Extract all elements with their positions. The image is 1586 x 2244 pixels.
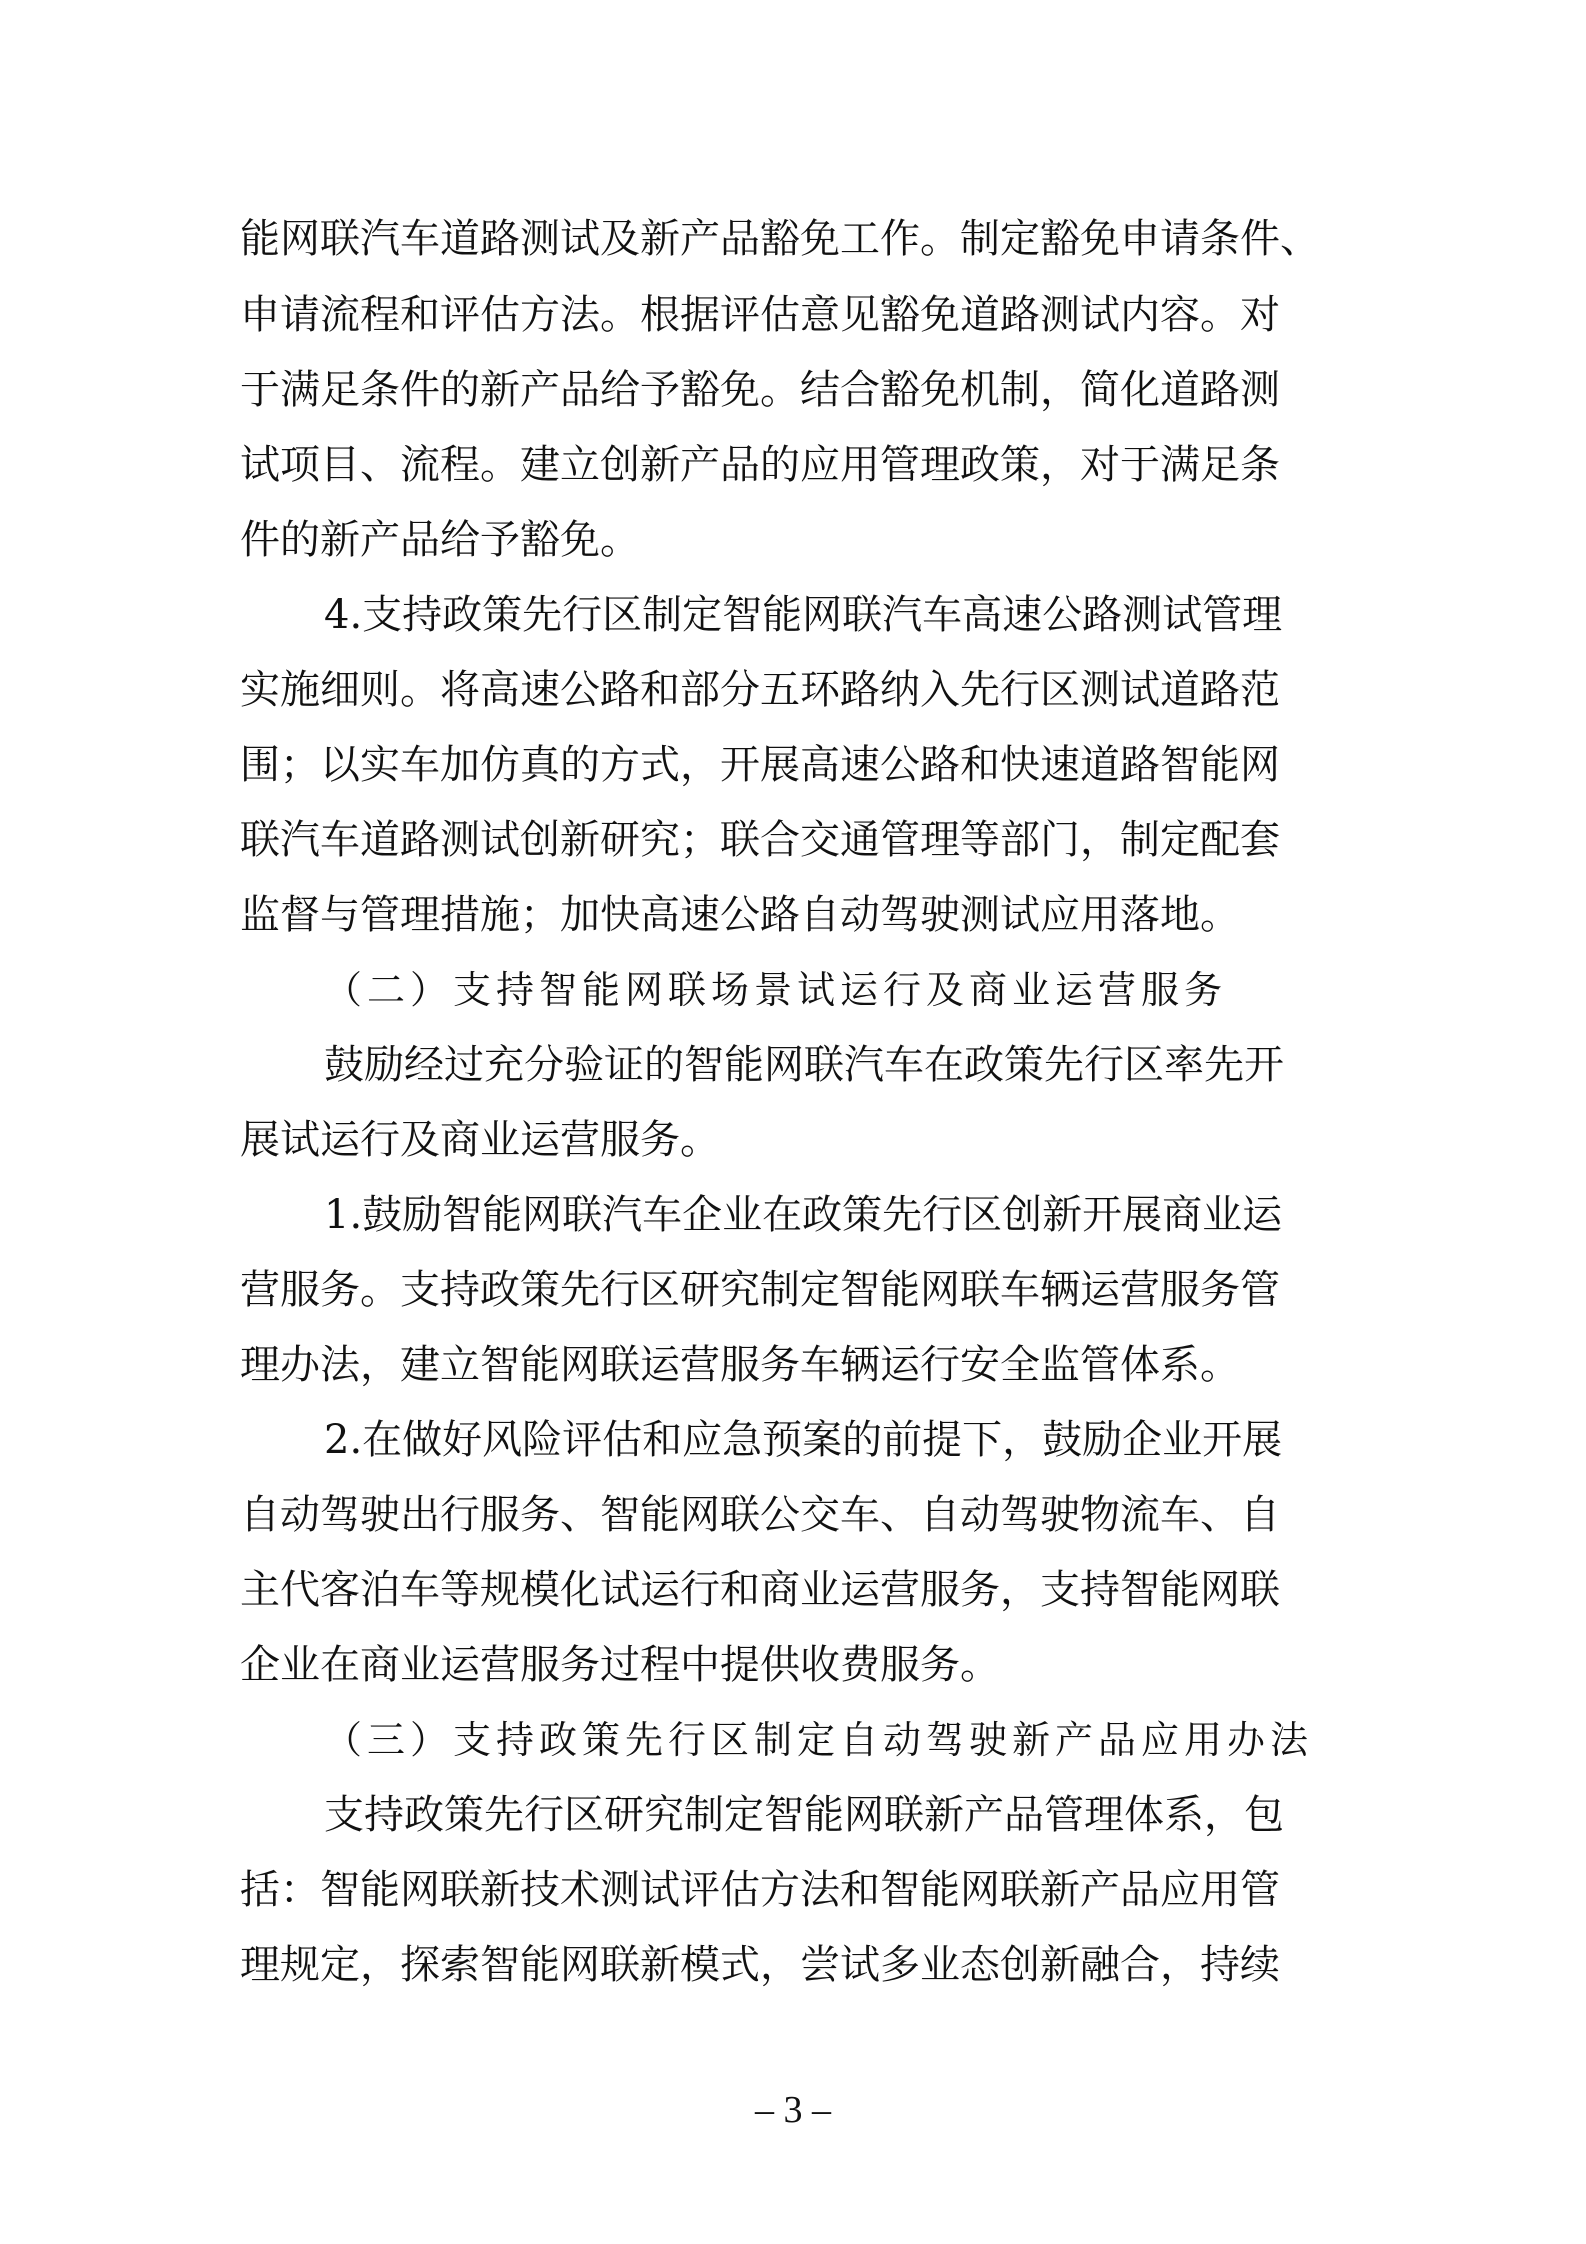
text-line: 监督与管理措施；加快高速公路自动驾驶测试应用落地。 [240, 892, 1240, 938]
section-heading: （三）支持政策先行区制定自动驾驶新产品应用办法 [324, 1718, 1314, 1762]
text-line: 于满足条件的新产品给予豁免。结合豁免机制，简化道路测 [240, 367, 1280, 413]
text-line: 营服务。支持政策先行区研究制定智能网联车辆运营服务管 [240, 1267, 1280, 1313]
text-line: 展试运行及商业运营服务。 [240, 1117, 720, 1163]
text-line: 理办法，建立智能网联运营服务车辆运行安全监管体系。 [240, 1342, 1240, 1388]
text-line: 鼓励经过充分验证的智能网联汽车在政策先行区率先开 [324, 1042, 1284, 1088]
text-line: 括：智能网联新技术测试评估方法和智能网联新产品应用管 [240, 1867, 1280, 1913]
text-line: 1.鼓励智能网联汽车企业在政策先行区创新开展商业运 [324, 1192, 1283, 1238]
text-line: 主代客泊车等规模化试运行和商业运营服务，支持智能网联 [240, 1567, 1280, 1613]
text-line: 自动驾驶出行服务、智能网联公交车、自动驾驶物流车、自 [240, 1492, 1280, 1538]
text-line: 企业在商业运营服务过程中提供收费服务。 [240, 1642, 1000, 1688]
text-line: 理规定，探索智能网联新模式，尝试多业态创新融合，持续 [240, 1942, 1280, 1988]
text-line: 试项目、流程。建立创新产品的应用管理政策，对于满足条 [240, 442, 1280, 488]
page-number: – 3 – [755, 2089, 831, 2131]
text-line: 支持政策先行区研究制定智能网联新产品管理体系，包 [324, 1792, 1284, 1838]
text-line: 联汽车道路测试创新研究；联合交通管理等部门，制定配套 [240, 817, 1280, 863]
text-line: 能网联汽车道路测试及新产品豁免工作。制定豁免申请条件、 [240, 216, 1320, 262]
text-line: 申请流程和评估方法。根据评估意见豁免道路测试内容。对 [240, 292, 1280, 338]
text-line: 件的新产品给予豁免。 [240, 517, 640, 563]
text-line: 2.在做好风险评估和应急预案的前提下，鼓励企业开展 [324, 1417, 1283, 1463]
text-line: 4.支持政策先行区制定智能网联汽车高速公路测试管理 [324, 592, 1283, 638]
section-heading: （二）支持智能网联场景试运行及商业运营服务 [324, 968, 1228, 1012]
text-line: 围；以实车加仿真的方式，开展高速公路和快速道路智能网 [240, 742, 1280, 788]
text-line: 实施细则。将高速公路和部分五环路纳入先行区测试道路范 [240, 667, 1280, 713]
